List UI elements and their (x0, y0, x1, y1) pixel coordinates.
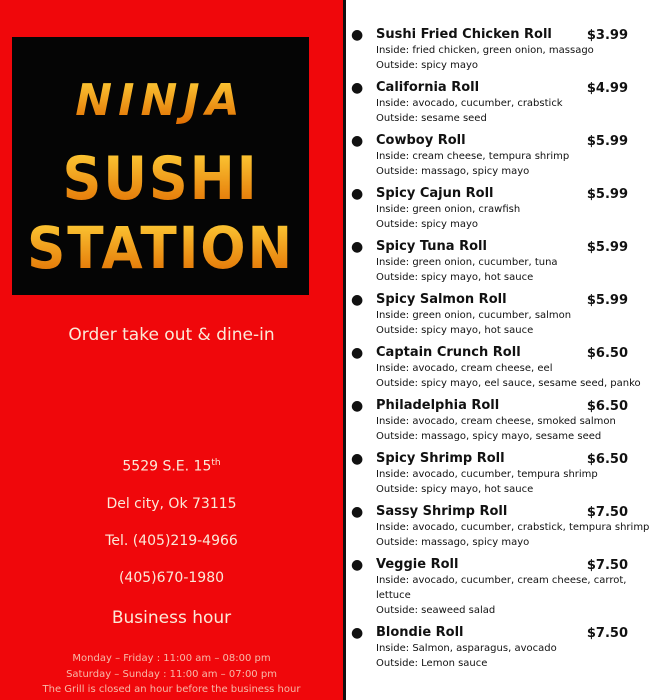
business-hour-title: Business hour (111, 608, 232, 628)
menu-item-inside: Inside: avocado, cucumber, tempura shrimp (376, 469, 598, 480)
menu-item-price: $5.99 (586, 187, 628, 202)
menu-item-price: $6.50 (586, 452, 628, 467)
hours-grill-note: The Grill is closed an hour before the business hour (42, 684, 301, 695)
menu-list (350, 26, 650, 677)
menu-item-price: $6.50 (586, 346, 628, 361)
menu-item-name: Cowboy Roll (376, 133, 466, 148)
menu-item (350, 185, 650, 232)
menu-item-outside: Outside: spicy mayo (376, 60, 479, 71)
menu-item-name: Veggie Roll (376, 557, 459, 572)
phone-secondary: (405)670-1980 (118, 570, 225, 586)
menu-item (350, 344, 650, 391)
bullet-icon: ● (351, 504, 364, 520)
menu-item-outside: Outside: massago, spicy mayo, sesame seed (376, 431, 602, 442)
menu-item-inside: Inside: cream cheese, tempura shrimp (376, 151, 570, 162)
menu-item-price: $3.99 (586, 28, 628, 43)
menu-item-price: $6.50 (586, 399, 628, 414)
menu-item-outside: Outside: massago, spicy mayo (376, 537, 530, 548)
bullet-icon: ● (351, 292, 364, 308)
menu-item-name: Blondie Roll (376, 625, 464, 640)
menu-item-price: $5.99 (586, 240, 628, 255)
address-street-text: 5529 S.E. 15 (122, 458, 212, 475)
logo-line-ninja: NINJA (12, 75, 309, 126)
bullet-icon: ● (351, 80, 364, 96)
menu-item-name: Captain Crunch Roll (376, 345, 521, 360)
menu-item-outside: Outside: spicy mayo (376, 219, 479, 230)
hours-weekday: Monday – Friday : 11:00 am – 08:00 pm (72, 653, 271, 664)
menu-item-outside: Outside: spicy mayo, hot sauce (376, 272, 534, 283)
menu-item-name: Sassy Shrimp Roll (376, 504, 508, 519)
menu-item-name: Sushi Fried Chicken Roll (376, 27, 552, 42)
hours-weekend: Saturday – Sunday : 11:00 am – 07:00 pm (66, 669, 277, 680)
menu-item-inside: Inside: avocado, cucumber, crabstick (376, 98, 563, 109)
menu-item-name: Spicy Cajun Roll (376, 186, 494, 201)
menu-item-name: Philadelphia Roll (376, 398, 500, 413)
bullet-icon: ● (351, 27, 364, 43)
menu-item-name: Spicy Shrimp Roll (376, 451, 505, 466)
panel-divider (343, 0, 346, 700)
menu-item-inside: Inside: Salmon, asparagus, avocado (376, 643, 557, 654)
restaurant-logo (12, 37, 309, 295)
menu-item-inside: Inside: avocado, cream cheese, eel (376, 363, 553, 374)
menu-item-name: Spicy Salmon Roll (376, 292, 507, 307)
menu-item-name: California Roll (376, 80, 480, 95)
menu-item (350, 79, 650, 126)
menu-item-price: $5.99 (586, 293, 628, 308)
menu-item-name: Spicy Tuna Roll (376, 239, 487, 254)
phone-primary: Tel. (405)219-4966 (105, 533, 238, 549)
menu-item (350, 291, 650, 338)
logo-line-sushi: SUSHI (27, 145, 294, 213)
menu-item (350, 397, 650, 444)
bullet-icon: ● (351, 186, 364, 202)
menu-item-outside: Outside: massago, spicy mayo (376, 166, 530, 177)
menu-item (350, 132, 650, 179)
menu-item-outside: Outside: spicy mayo, hot sauce (376, 484, 534, 495)
menu-item-outside: Outside: spicy mayo, eel sauce, sesame seed, panko (376, 378, 641, 389)
menu-item-inside: Inside: avocado, cream cheese, smoked salmon (376, 416, 616, 427)
menu-item-outside: Outside: spicy mayo, hot sauce (376, 325, 534, 336)
menu-item-inside: Inside: avocado, cucumber, crabstick, tempura shrimp (376, 522, 650, 533)
address-city: Del city, Ok 73115 (106, 496, 237, 512)
menu-item-outside: Outside: seaweed salad (376, 605, 496, 616)
bullet-icon: ● (351, 345, 364, 361)
menu-item (350, 238, 650, 285)
menu-item-price: $7.50 (586, 558, 628, 573)
menu-item (350, 26, 650, 73)
address-street-suffix: th (211, 458, 221, 468)
menu-item-inside: Inside: green onion, cucumber, salmon (376, 310, 572, 321)
tagline: Order take out & dine-in (68, 325, 275, 345)
bullet-icon: ● (351, 398, 364, 414)
menu-item-outside: Outside: sesame seed (376, 113, 487, 124)
menu-item-inside: Inside: avocado, cucumber, cream cheese, carrot, lettuce (376, 575, 627, 601)
bullet-icon: ● (351, 557, 364, 573)
menu-item-outside: Outside: Lemon sauce (376, 658, 488, 669)
bullet-icon: ● (351, 625, 364, 641)
logo-line-station: STATION (24, 215, 297, 281)
menu-item-inside: Inside: green onion, crawfish (376, 204, 521, 215)
menu-item (350, 503, 650, 550)
menu-item-price: $4.99 (586, 81, 628, 96)
bullet-icon: ● (351, 451, 364, 467)
menu-item-price: $5.99 (586, 134, 628, 149)
bullet-icon: ● (351, 133, 364, 149)
menu-item-price: $7.50 (586, 505, 628, 520)
menu-item (350, 450, 650, 497)
menu-item (350, 556, 650, 618)
menu-item-inside: Inside: fried chicken, green onion, massago (376, 45, 594, 56)
menu-item-price: $7.50 (586, 626, 628, 641)
address-street (0, 458, 343, 475)
menu-item-inside: Inside: green onion, cucumber, tuna (376, 257, 558, 268)
bullet-icon: ● (351, 239, 364, 255)
menu-item (350, 624, 650, 671)
